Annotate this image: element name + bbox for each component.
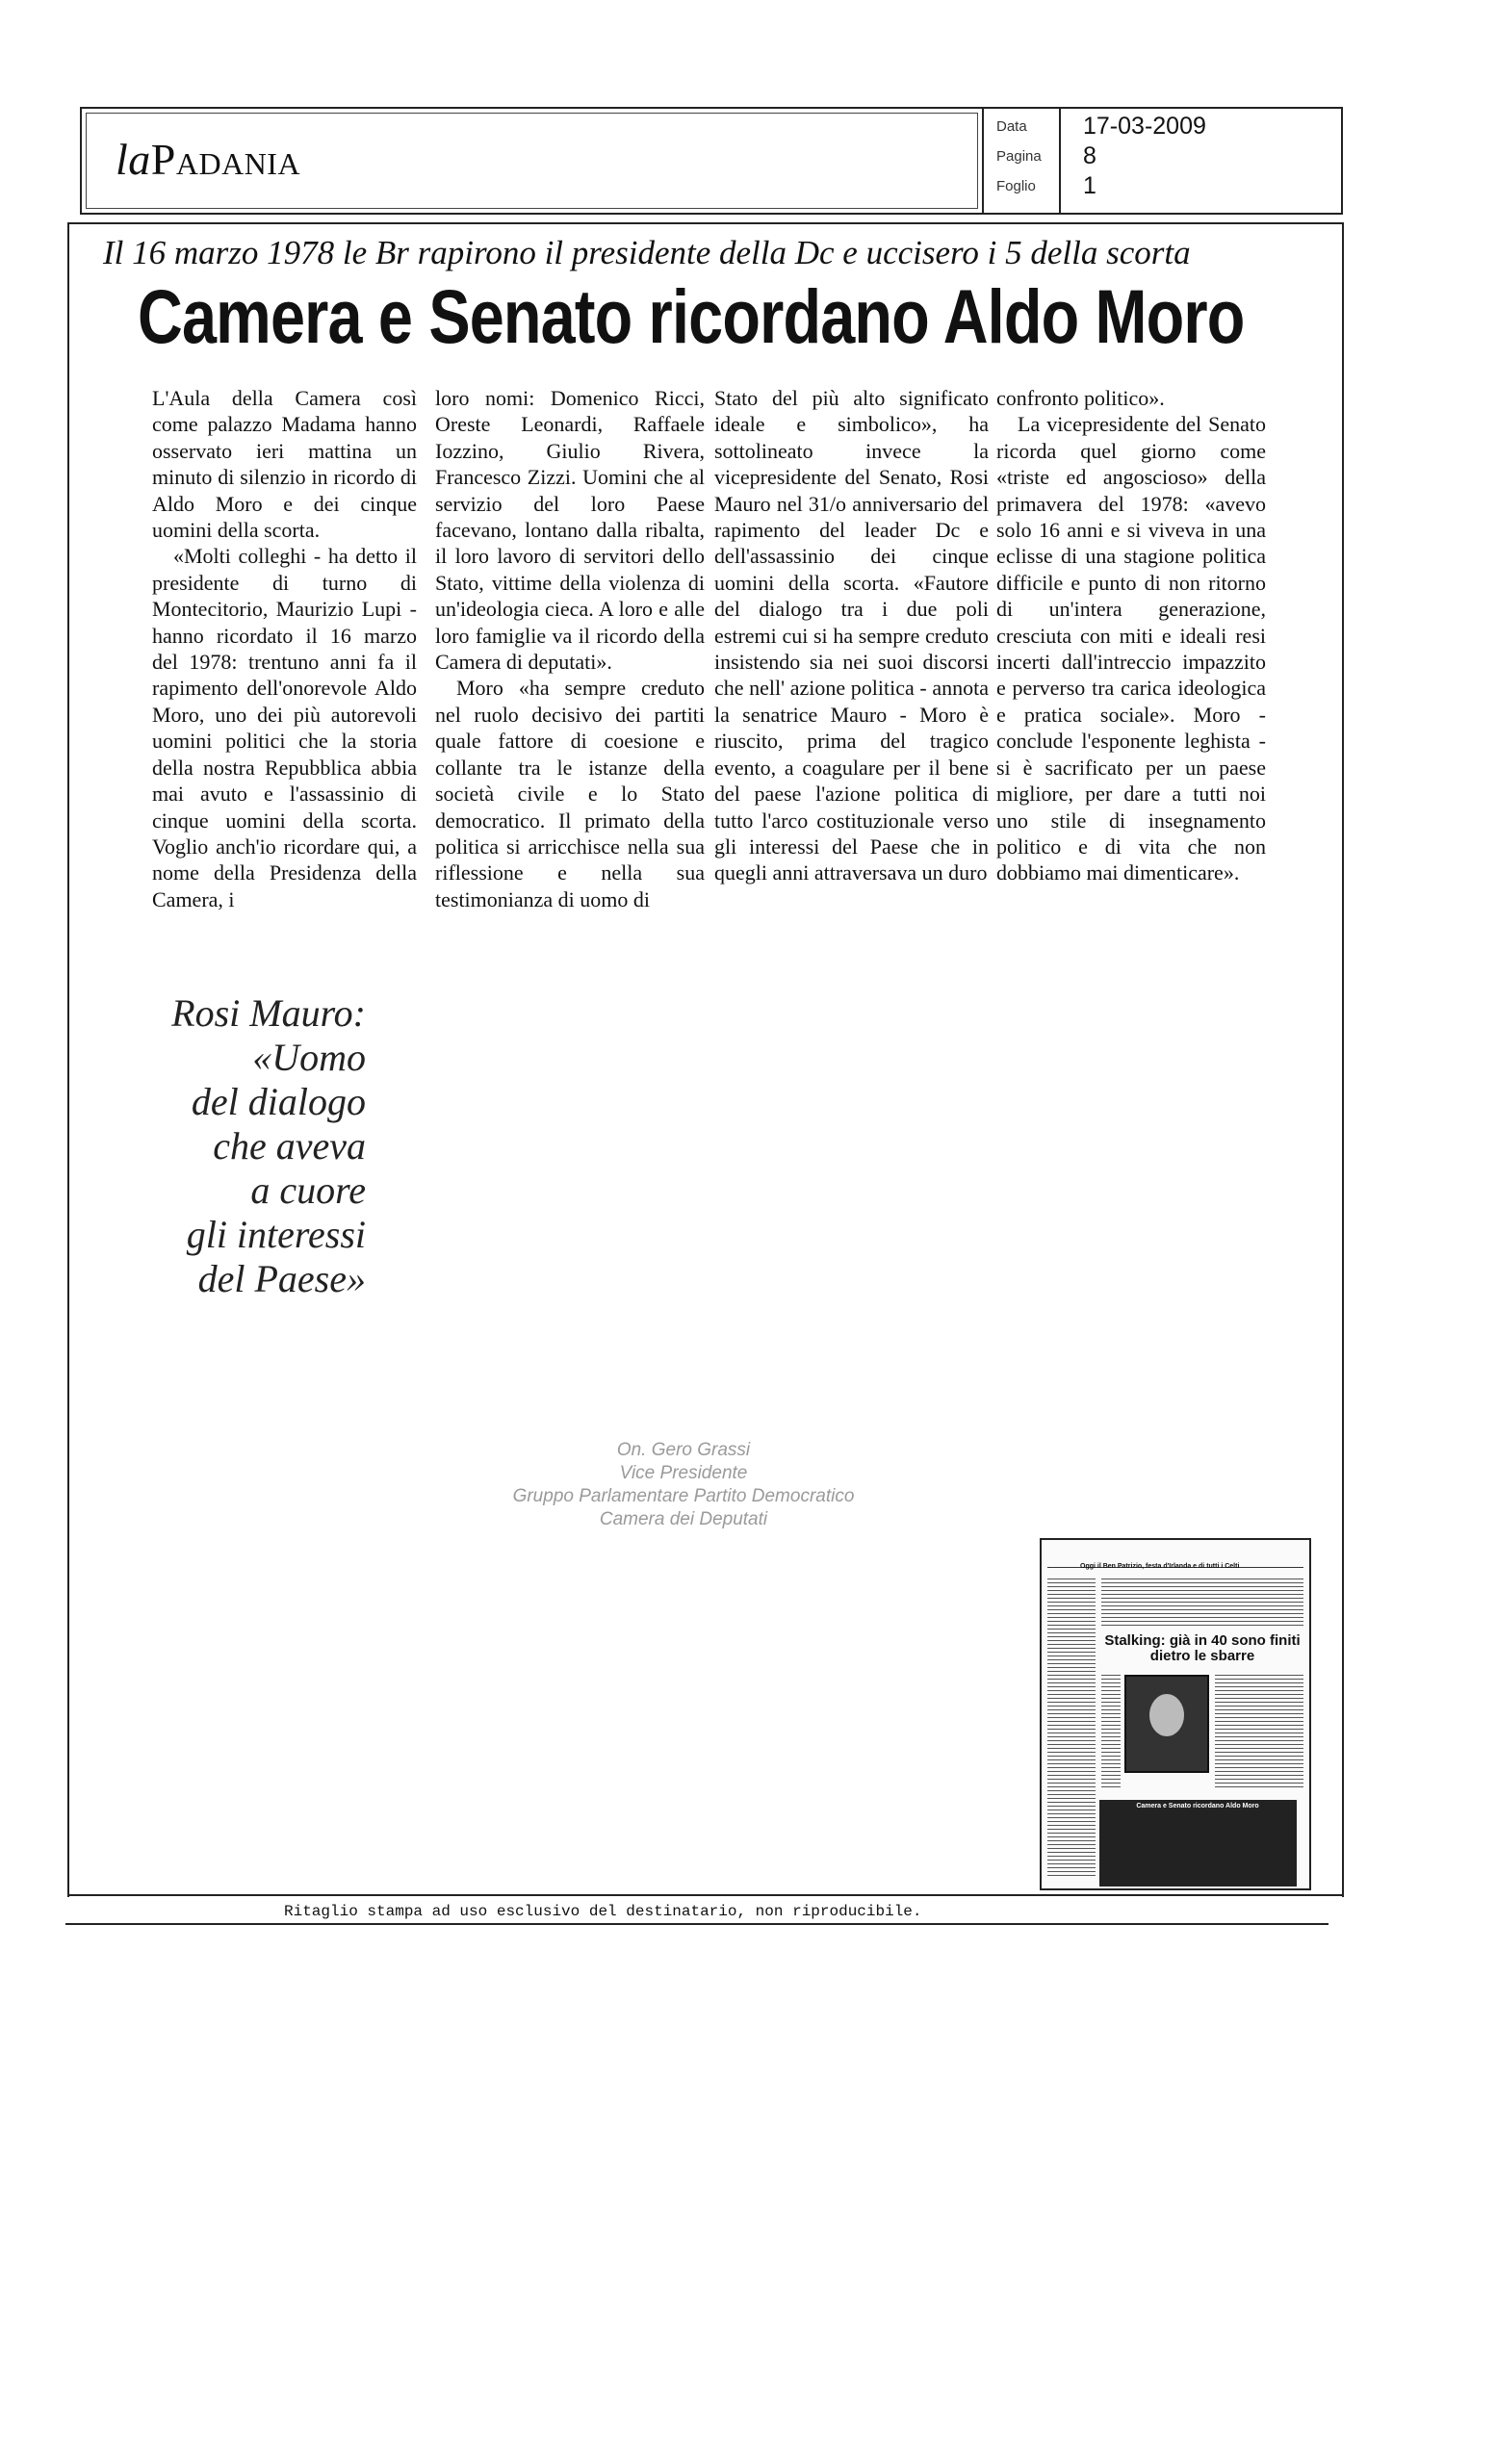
article-column-4 bbox=[996, 385, 1266, 886]
date-value: 17-03-2009 bbox=[1083, 113, 1206, 140]
thumbnail-photo bbox=[1124, 1675, 1209, 1773]
stamp-line: On. Gero Grassi bbox=[616, 1440, 751, 1460]
article-kicker: Il 16 marzo 1978 le Br rapirono il presidente della Dc e uccisero i 5 della scorta bbox=[103, 234, 1191, 271]
article-column-3 bbox=[714, 385, 989, 886]
stamp-line: Camera dei Deputati bbox=[599, 1509, 768, 1529]
pull-quote-line: del dialogo bbox=[191, 1080, 366, 1123]
pull-quote-line: del Paese» bbox=[197, 1257, 366, 1300]
page-label: Pagina bbox=[996, 148, 1042, 165]
thumbnail-main-headline: Stalking: già in 40 sono finiti dietro le sbarre bbox=[1104, 1632, 1301, 1664]
paragraph: «Molti colleghi - ha detto il presidente di turno di Montecitorio, Maurizio Lupi - hanno ricordato il 16 marzo del 1978: trentuno anni fa il rapimento dell'onorevole Aldo Moro, uno dei più autorevoli uomini politici che la storia della nostra Repubblica abbia mai avuto e l'assassinio di cinque uomini della scorta. Voglio anch'io ricordare qui, a nome della Presidenza della Camera, i bbox=[152, 544, 417, 911]
office-stamp bbox=[472, 1439, 895, 1531]
date-label: Data bbox=[996, 118, 1027, 135]
article-column-1 bbox=[152, 385, 417, 912]
article-headline: Camera e Senato ricordano Aldo Moro bbox=[138, 273, 1245, 359]
article-column-2 bbox=[435, 385, 705, 912]
sheet-value: 1 bbox=[1083, 172, 1096, 199]
logo-name: Padania bbox=[150, 135, 301, 184]
footer-rule bbox=[65, 1923, 1328, 1925]
pull-quote-line: gli interessi bbox=[186, 1213, 366, 1256]
newspaper-logo bbox=[116, 134, 300, 185]
logo-prefix: la bbox=[116, 135, 151, 184]
paragraph: Stato del più alto significato ideale e simbolico», ha sottolineato invece la vicepresidente del Senato, Rosi Mauro nel 31/o anniversario del rapimento del leader Dc e dell'assassinio dei cinque uomini della scorta. «Fautore del dialogo tra i due poli estremi cui si ha sempre creduto insistendo sia nei suoi discorsi che nell' azione politica - annota la senatrice Mauro - Moro è riuscito, prima del tragico evento, a coagulare per il bene del paese l'azione politica di tutto l'arco costituzionale verso gli interessi del Paese che in quegli anni attraversava un duro bbox=[714, 386, 989, 886]
thumbnail-text-block bbox=[1047, 1578, 1096, 1877]
frame-left-rule bbox=[67, 222, 69, 1897]
thumbnail-top-headline: Oggi il Ben Patrizio, festa d'Irlanda e di tutti i Celti bbox=[1080, 1563, 1240, 1570]
pull-quote-line: «Uomo bbox=[252, 1036, 366, 1079]
paragraph: L'Aula della Camera così come palazzo Madama hanno osservato ieri mattina un minuto di silenzio in ricordo di Aldo Moro e dei cinque uomini della scorta. bbox=[152, 386, 417, 543]
thumbnail-text-block bbox=[1101, 1675, 1121, 1790]
paragraph: confronto politico». bbox=[996, 386, 1165, 410]
clipping-disclaimer: Ritaglio stampa ad uso esclusivo del destinatario, non riproducibile. bbox=[284, 1903, 922, 1920]
pull-quote-line: a cuore bbox=[250, 1168, 366, 1212]
paragraph: La vicepresidente del Senato ricorda quel giorno come «triste ed angoscioso» della primavera del 1978: «avevo solo 16 anni e si viveva in una eclisse di una stagione politica difficile e punto di non ritorno di un'intera generazione, cresciuta con miti e ideali resi incerti dall'intreccio impazzito e perverso tra carica ideologica e pratica sociale». Moro - conclude l'esponente leghista - si è sacrificato per un paese migliore, per dare a tutti noi uno stile di insegnamento politico e di vita che non dobbiamo mai dimenticare». bbox=[996, 412, 1266, 886]
thumbnail-text-block bbox=[1101, 1578, 1303, 1627]
stamp-line: Gruppo Parlamentare Partito Democratico bbox=[512, 1486, 855, 1506]
pull-quote-line: Rosi Mauro: bbox=[171, 991, 366, 1035]
frame-right-rule bbox=[1342, 222, 1344, 1897]
date-row bbox=[996, 113, 1324, 142]
page-row bbox=[996, 142, 1324, 172]
clipping-metadata bbox=[996, 113, 1324, 202]
masthead-logo-cell bbox=[82, 109, 984, 213]
thumbnail-article-box bbox=[1099, 1800, 1297, 1886]
pull-quote bbox=[135, 991, 366, 1301]
page-thumbnail bbox=[1040, 1538, 1311, 1890]
masthead-box bbox=[80, 107, 1343, 215]
thumbnail-text-block bbox=[1215, 1675, 1303, 1790]
thumbnail-box-headline: Camera e Senato ricordano Aldo Moro bbox=[1136, 1803, 1259, 1810]
page-value: 8 bbox=[1083, 142, 1096, 169]
frame-bottom-rule bbox=[67, 1894, 1344, 1896]
sheet-row bbox=[996, 172, 1324, 202]
paragraph: Moro «ha sempre creduto nel ruolo decisivo dei partiti quale fattore di coesione e collante tra le istanze della società civile e lo Stato democratico. Il primato della politica si arricchisce nella sua riflessione e nella sua testimonianza di uomo di bbox=[435, 676, 705, 911]
stamp-line: Vice Presidente bbox=[619, 1463, 748, 1483]
sheet-label: Foglio bbox=[996, 178, 1036, 194]
frame-top-rule bbox=[67, 222, 1344, 224]
pull-quote-line: che aveva bbox=[213, 1124, 366, 1168]
paragraph: loro nomi: Domenico Ricci, Oreste Leonardi, Raffaele Iozzino, Giulio Rivera, Francesco Zizzi. Uomini che al servizio del loro Paese facevano, lontano dalla ribalta, il loro lavoro di servitori dello Stato, vittime della violenza di un'ideologia cieca. A loro e alle loro famiglie va il ricordo della Camera di deputati». bbox=[435, 386, 705, 675]
